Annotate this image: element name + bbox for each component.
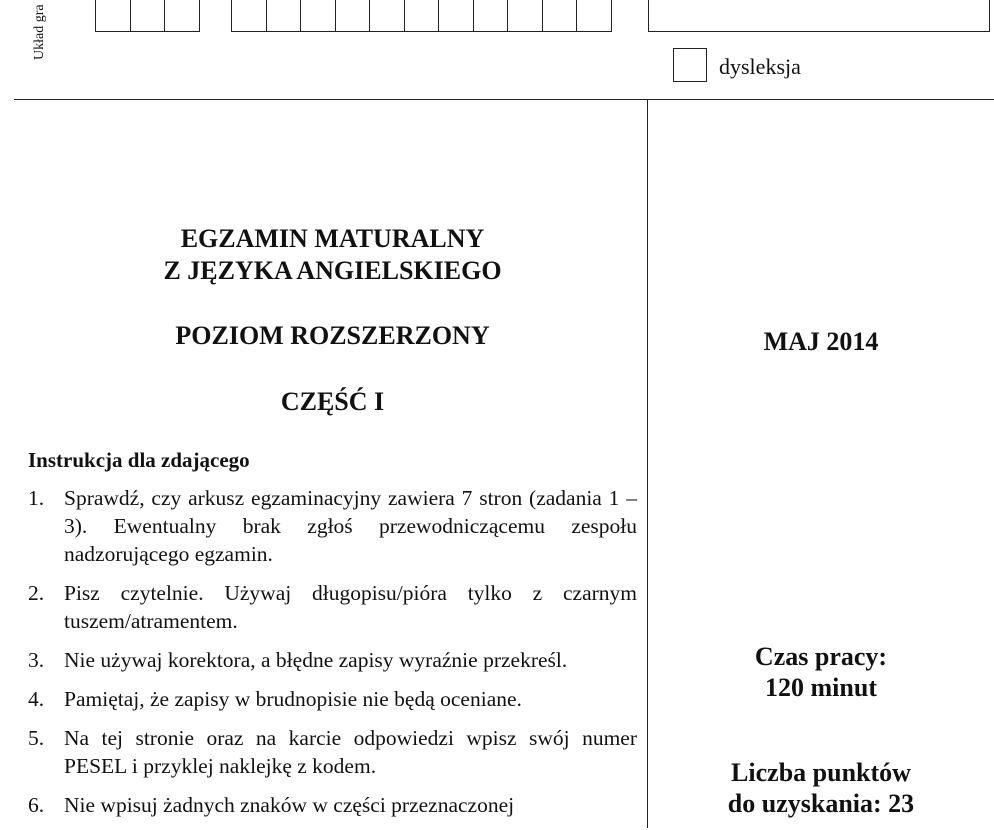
exam-level: POZIOM ROZSZERZONY: [175, 321, 490, 350]
pesel-box-cell[interactable]: [301, 0, 336, 32]
pesel-box-cell[interactable]: [474, 0, 509, 32]
instruction-text: Pisz czytelnie. Używaj długopisu/pióra tylko z czarnym tuszem/atramentem.: [64, 581, 637, 633]
instruction-number: 1.: [28, 486, 45, 510]
instruction-text: Pamiętaj, że zapisy w brudnopisie nie będą oceniane.: [64, 687, 522, 711]
time-value: 120 minut: [765, 673, 877, 702]
dyslexia-label: dysleksja: [719, 54, 801, 79]
instruction-item: [28, 724, 637, 780]
instruction-text: Sprawdź, czy arkusz egzaminacyjny zawiera 7 stron (zadania 1 – 3). Ewentualny brak zgłoś przewodniczącemu zespołu nadzorującego egzamin.: [64, 486, 637, 566]
points-value: do uzyskania: 23: [727, 789, 915, 818]
pesel-box-cell[interactable]: [439, 0, 474, 32]
exam-part: CZĘŚĆ I: [280, 387, 385, 416]
code-box-cell[interactable]: [96, 0, 131, 32]
instruction-text: Na tej stronie oraz na karcie odpowiedzi wpisz swój numer PESEL i przyklej naklejkę z kodem.: [64, 726, 637, 778]
instruction-item: [28, 484, 637, 568]
code-box-cell[interactable]: [165, 0, 200, 32]
side-layout-label: Układ gra: [32, 4, 47, 60]
time-label: Czas pracy:: [754, 642, 888, 671]
pesel-box-cell[interactable]: [508, 0, 543, 32]
instructions-heading: Instrukcja dla zdającego: [28, 448, 250, 472]
header-divider: [14, 99, 994, 100]
sticker-box[interactable]: [648, 0, 990, 32]
pesel-box-cell[interactable]: [232, 0, 267, 32]
pesel-box-cell[interactable]: [543, 0, 578, 32]
instruction-item: [28, 685, 637, 713]
pesel-box-cell[interactable]: [405, 0, 440, 32]
instruction-number: 3.: [28, 648, 45, 672]
pesel-box-cell[interactable]: [370, 0, 405, 32]
exam-title-line2: Z JĘZYKA ANGIELSKIEGO: [163, 256, 502, 285]
instruction-number: 2.: [28, 581, 45, 605]
exam-title-line1: EGZAMIN MATURALNY: [180, 224, 485, 253]
instruction-text: Nie wpisuj żadnych znaków w części przeznaczonej: [64, 793, 515, 817]
exam-date: MAJ 2014: [763, 327, 879, 356]
instruction-number: 4.: [28, 687, 45, 711]
instruction-item: [28, 791, 637, 819]
pesel-box-cell[interactable]: [267, 0, 302, 32]
code-box-cell[interactable]: [131, 0, 166, 32]
column-divider: [647, 99, 648, 828]
instruction-number: 6.: [28, 793, 45, 817]
instruction-text: Nie używaj korektora, a błędne zapisy wyraźnie przekreśl.: [64, 648, 568, 672]
pesel-box-cell[interactable]: [577, 0, 612, 32]
points-label: Liczba punktów: [731, 758, 911, 787]
pesel-box-cell[interactable]: [336, 0, 371, 32]
dyslexia-checkbox[interactable]: [673, 48, 707, 82]
instruction-number: 5.: [28, 726, 45, 750]
code-boxes: [95, 0, 200, 32]
pesel-boxes: [231, 0, 612, 32]
instructions-list: [28, 484, 637, 830]
instruction-item: [28, 646, 637, 674]
instruction-item: [28, 579, 637, 635]
